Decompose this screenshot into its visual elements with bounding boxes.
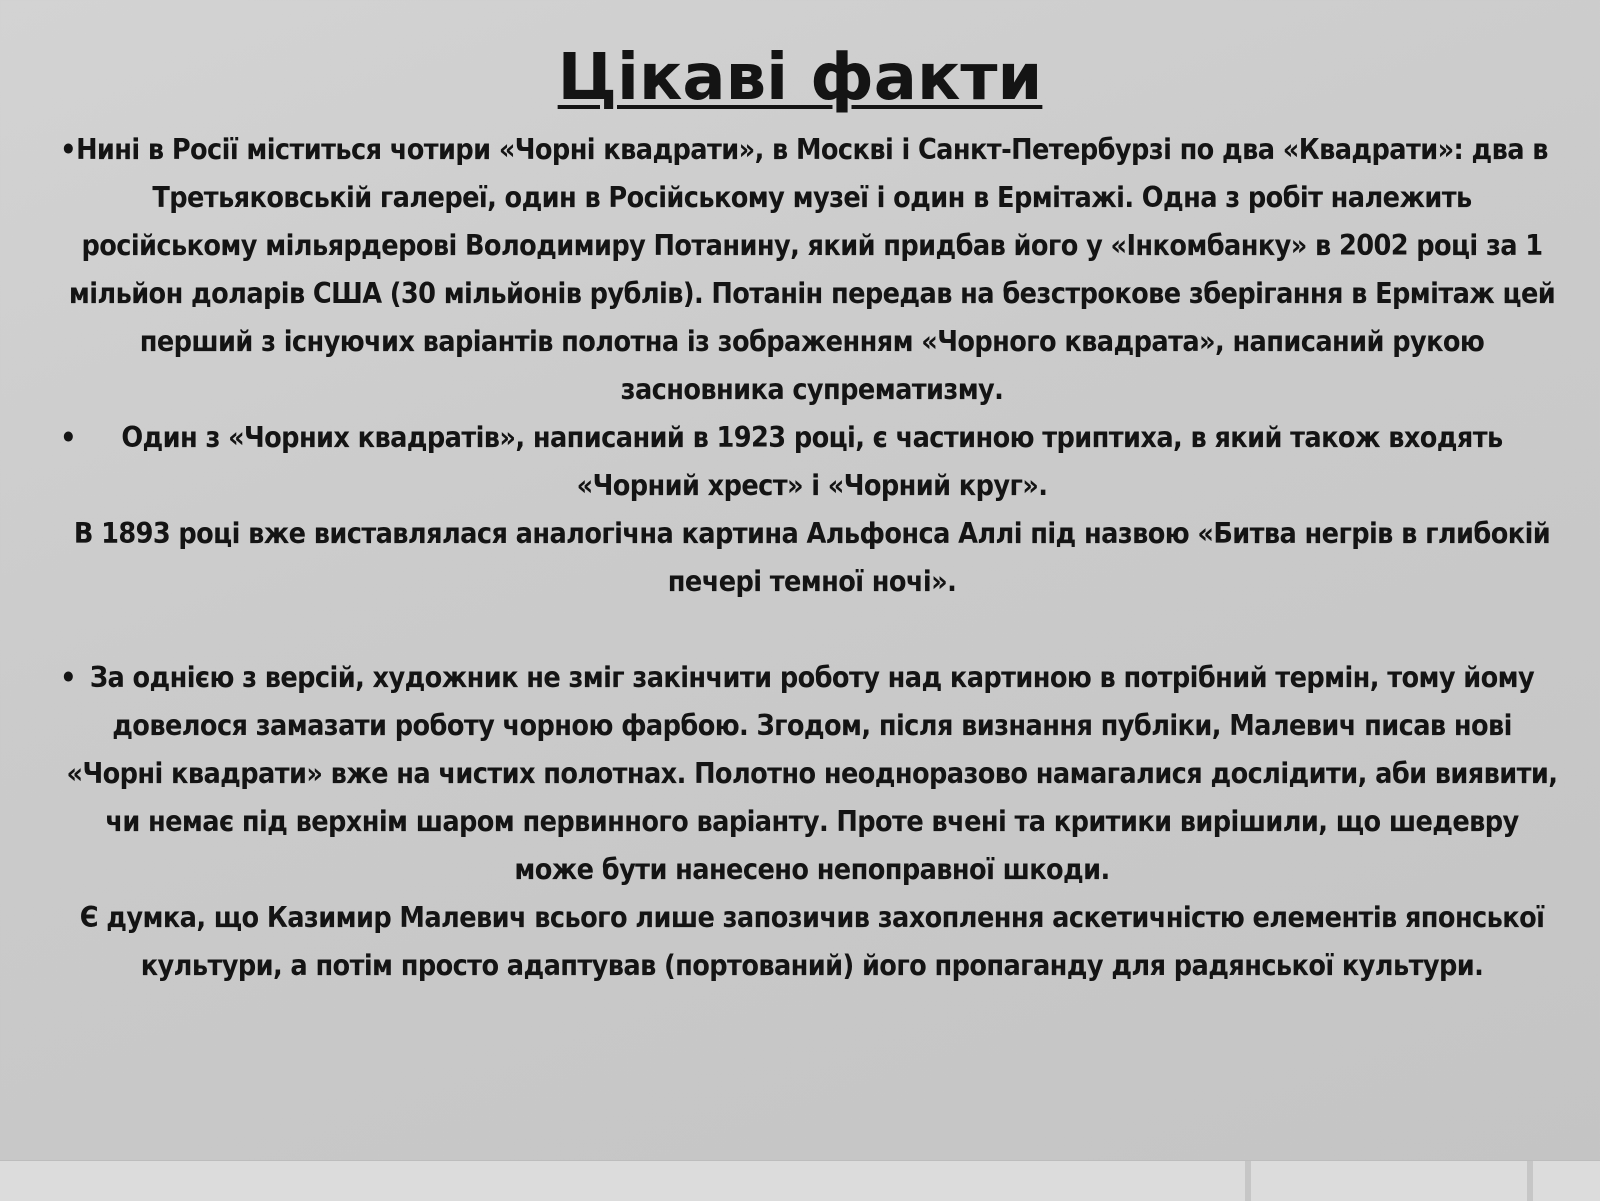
fact-text: Є думка, що Казимир Малевич всього лише запозичив захоплення аскетичністю елементів японської культури, а потім просто адаптував (портований) його пропаганду для радянської культури. bbox=[79, 901, 1545, 982]
bullet-icon: • bbox=[60, 661, 76, 694]
fact-paragraph-5 bbox=[62, 894, 1562, 990]
fact-text: За однією з версій, художник не зміг закінчити роботу над картиною в потрібний термін, тому йому довелося замазати роботу чорною фарбою. Згодом, після визнання публіки, Малевич писав нові «Чорні квадрати» вже на чистих полотнах. Полотно неодноразово намагалися дослідити, аби виявити, чи немає під верхнім шаром первинного варіанту. Проте вчені та критики вирішили, що шедевру може бути нанесено непоправної шкоди. bbox=[66, 661, 1558, 886]
slide-title bbox=[0, 38, 1600, 118]
footer-divider bbox=[1245, 1161, 1251, 1201]
fact-text: Один з «Чорних квадратів», написаний в 1923 році, є частиною триптиха, в який також входять «Чорний хрест» і «Чорний круг». bbox=[121, 421, 1503, 502]
fact-paragraph-3 bbox=[62, 510, 1562, 606]
slide-content bbox=[62, 126, 1562, 990]
fact-paragraph-4 bbox=[62, 654, 1562, 894]
fact-text: В 1893 році вже виставлялася аналогічна картина Альфонса Аллі під назвою «Битва негрів в глибокій печері темної ночі». bbox=[73, 517, 1551, 598]
bullet-icon: • bbox=[60, 421, 76, 454]
slide-title-text: Цікаві факти bbox=[557, 41, 1043, 115]
fact-paragraph-1 bbox=[62, 126, 1562, 414]
slide-footer-bar bbox=[0, 1160, 1600, 1201]
paragraph-spacer bbox=[62, 606, 1562, 654]
fact-paragraph-2 bbox=[62, 414, 1562, 510]
fact-text: Нині в Росії міститься чотири «Чорні квадрати», в Москві і Санкт-Петербурзі по два «Квадрати»: два в Третьяковській галереї, один в Російському музеї і один в Ермітажі. Одна з робіт належить російському мільярдерові Володимиру Потанину, який придбав його у «Інкомбанку» в 2002 році за 1 мільйон доларів США (30 мільйонів рублів). Потанін передав на безстрокове зберігання в Ермітаж цей перший з існуючих варіантів полотна із зображенням «Чорного квадрата», написаний рукою засновника супрематизму. bbox=[68, 133, 1556, 406]
footer-divider bbox=[1527, 1161, 1533, 1201]
bullet-icon: • bbox=[60, 133, 76, 166]
